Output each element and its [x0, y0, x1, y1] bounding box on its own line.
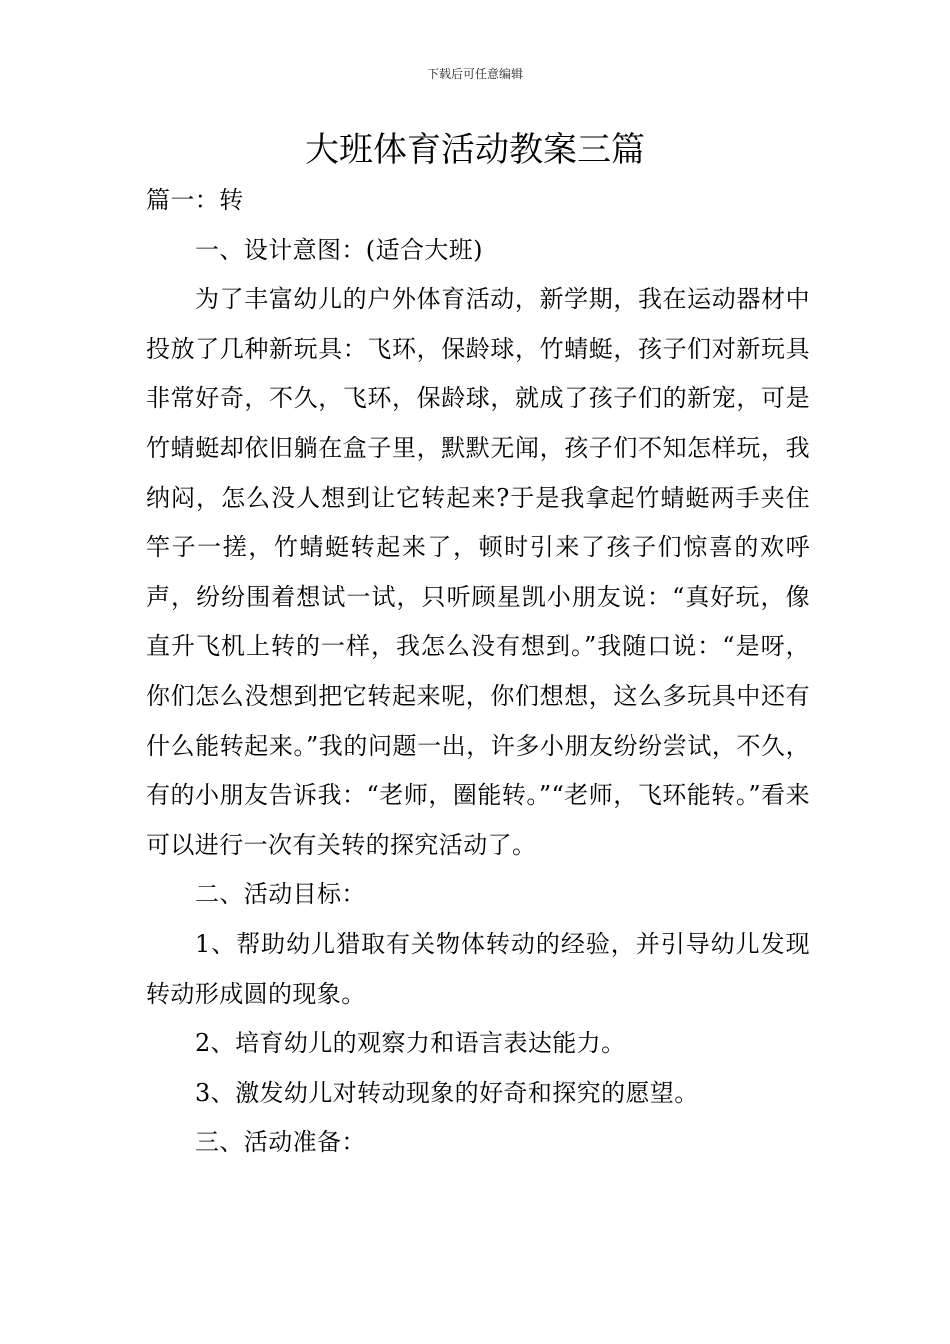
page-header-note: 下载后可任意编辑 — [426, 67, 523, 81]
goal-item: 1、帮助幼儿猎取有关物体转动的经验，并引导幼儿发现转动形成圆的现象。 — [146, 929, 810, 1008]
section-heading: 篇一：转 — [146, 186, 244, 214]
part3-heading: 三、活动准备： — [195, 1128, 366, 1157]
goal-item: 2、培育幼儿的观察力和语言表达能力。 — [195, 1029, 626, 1058]
part1-body-paragraph: 为了丰富幼儿的户外体育活动，新学期，我在运动器材中投放了几种新玩具：飞环，保龄球，竹蜻蜓，孩子们对新玩具非常好奇，不久，飞环，保龄球，就成了孩子们的新宠，可是竹蜻蜓却依旧躺在盒子里，默默无闻，孩子们不知怎样玩，我纳闷，怎么没人想到让它转起来?于是我拿起竹蜻蜓两手夹住竿子一搓，竹蜻蜓转起来了，顿时引来了孩子们惊喜的欢呼声，纷纷围着想试一试，只听顾星凯小朋友说：“真好玩，像直升飞机上转的一样，我怎么没有想到。”我随口说：“是呀，你们怎么没想到把它转起来呢，你们想想，这么多玩具中还有什么能转起来。”我的问题一出，许多小朋友纷纷尝试，不久，有的小朋友告诉我：“老师，圈能转。”“老师，飞环能转。”看来可以进行一次有关转的探究活动了。 — [146, 285, 810, 859]
document-title: 大班体育活动教案三篇 — [305, 130, 645, 170]
document-body — [146, 176, 810, 1168]
part2-heading: 二、活动目标： — [195, 880, 366, 909]
part1-heading: 一、设计意图：(适合大班) — [195, 235, 483, 264]
goal-item: 3、激发幼儿对转动现象的好奇和探究的愿望。 — [195, 1078, 699, 1107]
